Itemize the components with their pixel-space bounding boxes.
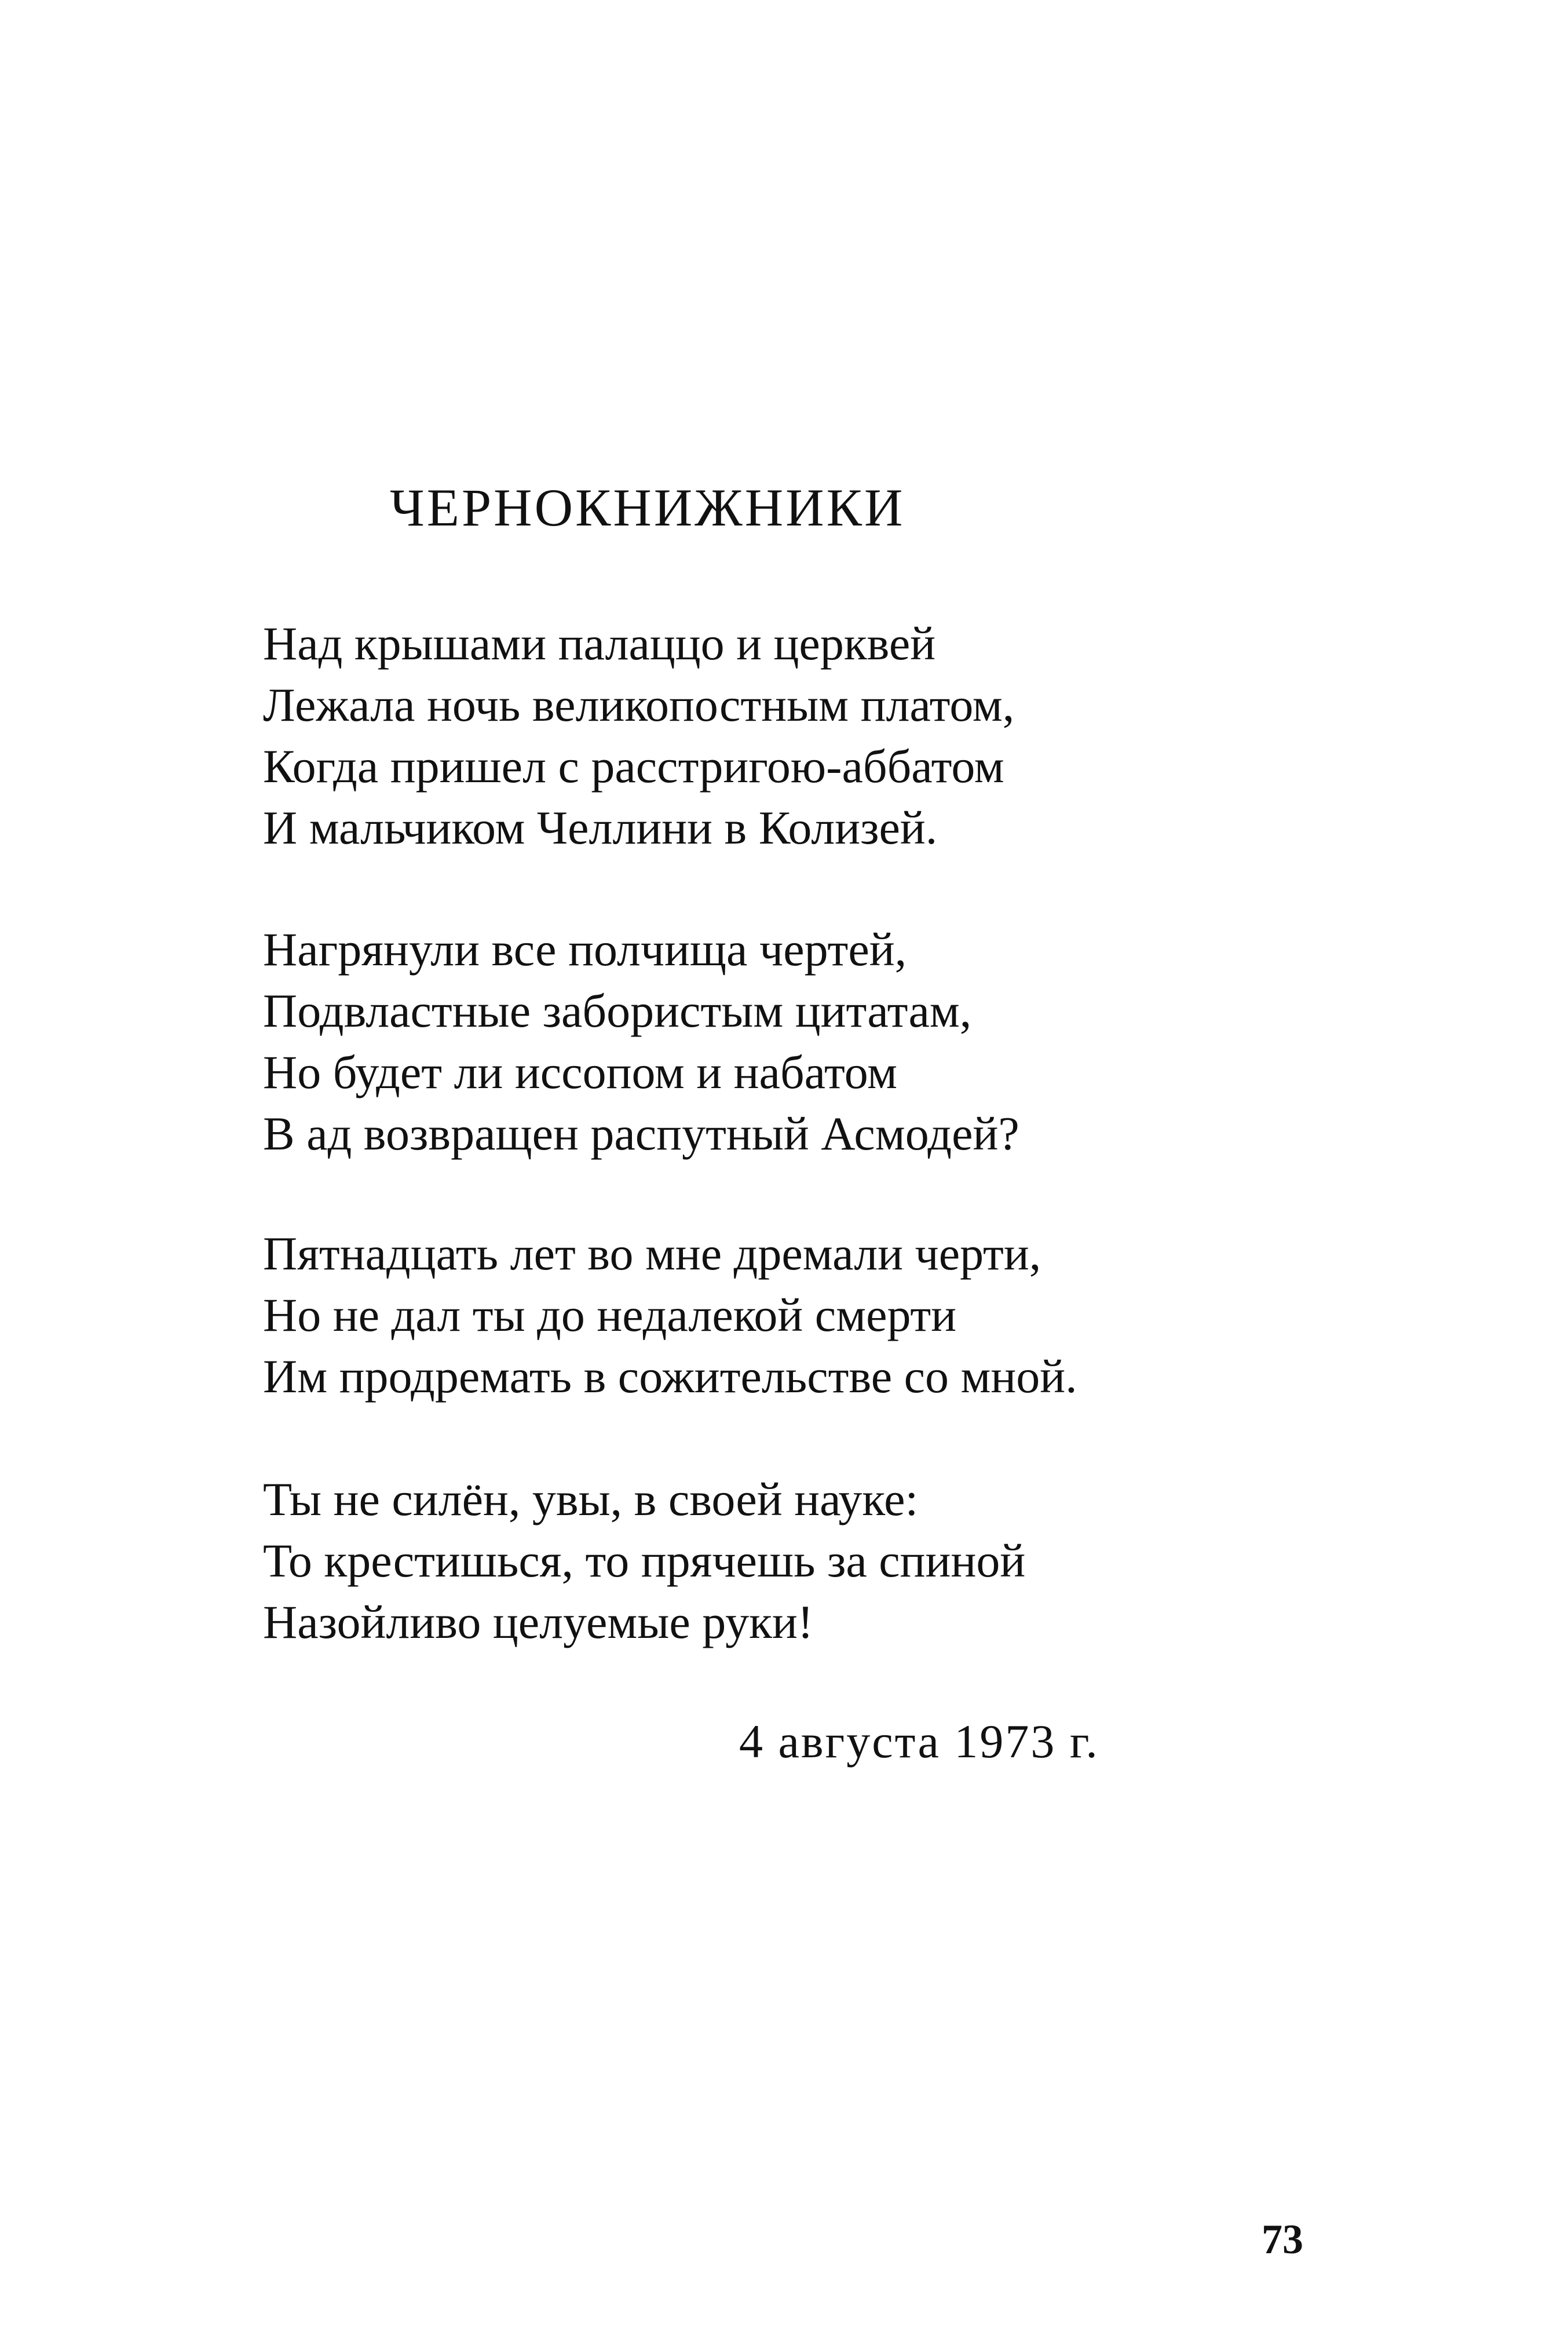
stanza-line: То крестишься, то прячешь за спиной	[263, 1534, 1026, 1587]
stanza-line: Но не дал ты до недалекой смерти	[263, 1289, 957, 1341]
stanza-line: Подвластные забористым цитатам,	[263, 984, 972, 1037]
stanza-line: Пятнадцать лет во мне дремали черти,	[263, 1227, 1041, 1280]
stanza-4	[263, 1469, 1025, 1653]
stanza-3	[263, 1223, 1077, 1407]
stanza-line: В ад возвращен распутный Асмодей?	[263, 1107, 1019, 1160]
stanza-line: Им продремать в сожительстве со мной.	[263, 1350, 1077, 1403]
stanza-line: Лежала ночь великопостным платом,	[263, 678, 1015, 731]
stanza-1	[263, 613, 1014, 859]
poem-title: ЧЕРНОКНИЖНИКИ	[390, 478, 905, 537]
stanza-line: Ты не силён, увы, в своей науке:	[263, 1473, 919, 1526]
stanza-line: Нагрянули все полчища чертей,	[263, 923, 907, 976]
poem-date: 4 августа 1973 г.	[739, 1715, 1099, 1768]
stanza-2	[263, 919, 1019, 1165]
stanza-line: Над крышами палаццо и церквей	[263, 617, 936, 670]
stanza-line: Но будет ли иссопом и набатом	[263, 1046, 898, 1099]
page-number: 73	[1262, 2216, 1303, 2262]
stanza-line: И мальчиком Челлини в Колизей.	[263, 801, 938, 854]
stanza-line: Назойливо целуемые руки!	[263, 1596, 814, 1648]
stanza-line: Когда пришел с расстригою-аббатом	[263, 740, 1004, 793]
